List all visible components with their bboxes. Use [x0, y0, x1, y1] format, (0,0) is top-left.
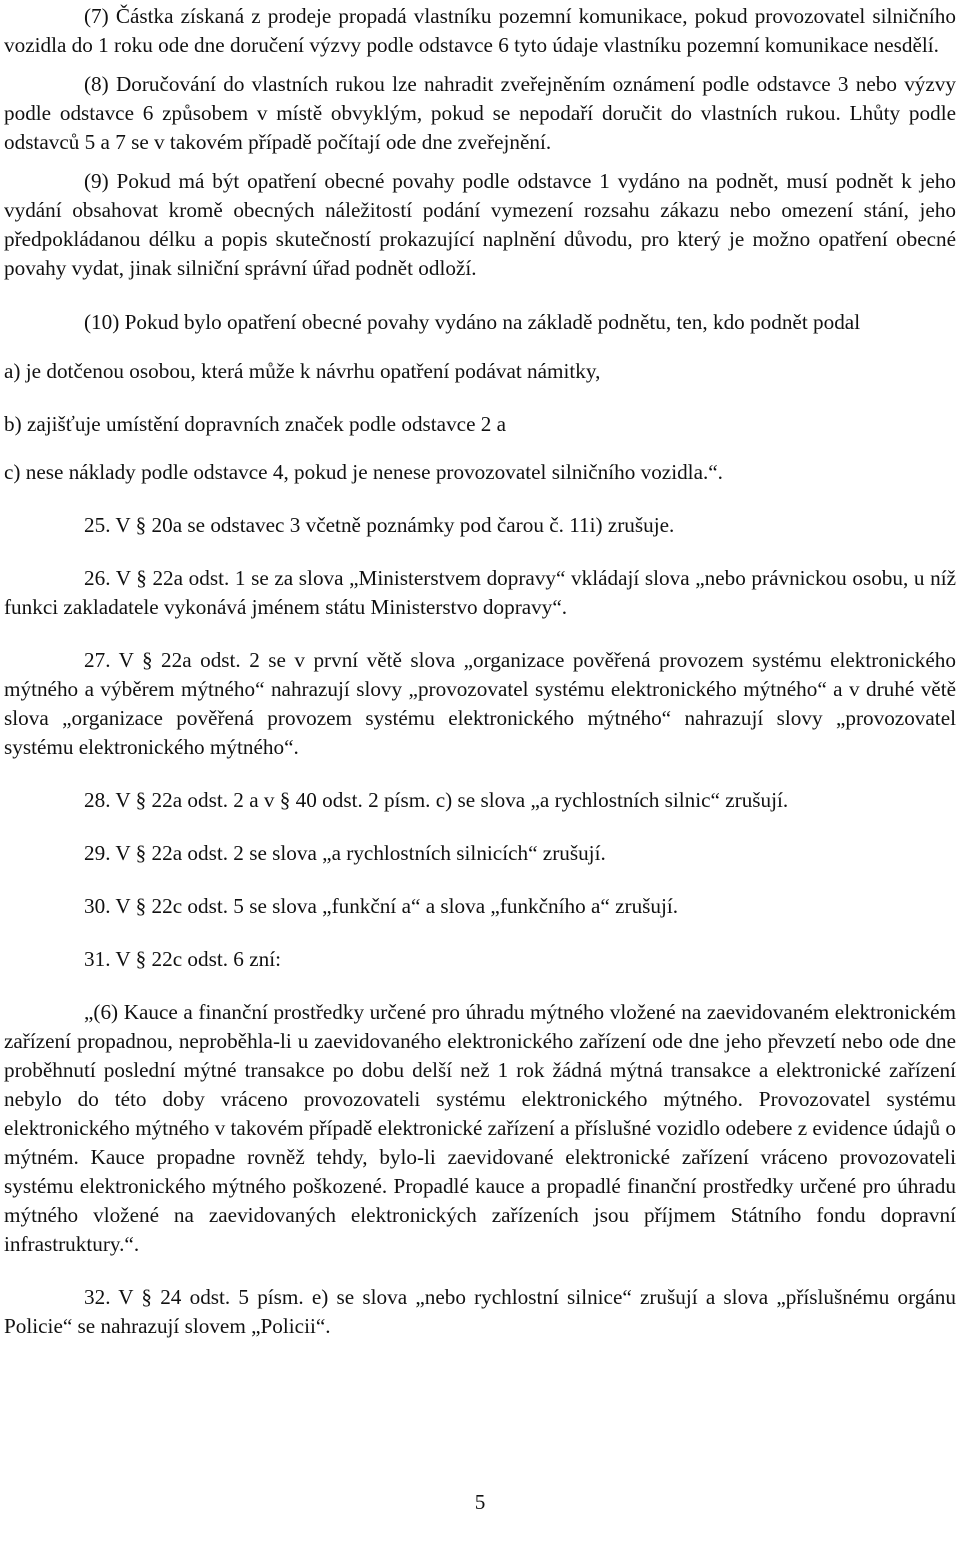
- point-31: 31. V § 22c odst. 6 zní:: [84, 947, 281, 971]
- paragraph-10-item-c: c) nese náklady podle odstavce 4, pokud je nenese provozovatel silničního vozidla.“.: [4, 460, 723, 484]
- paragraph-10-item-a: a) je dotčenou osobou, která může k návrhu opatření podávat námitky,: [4, 359, 601, 383]
- point-28: 28. V § 22a odst. 2 a v § 40 odst. 2 písm. c) se slova „a rychlostních silnic“ zrušují.: [84, 788, 789, 812]
- paragraph-8: (8) Doručování do vlastních rukou lze nahradit zveřejněním oznámení podle odstavce 3 nebo výzvy podle odstavce 6 způsobem v místě obvyklým, pokud se nepodaří doručit do vlastních rukou. Lhůty podle odstavců 5 a 7 se v takovém případě počítají ode dne zveřejnění.: [4, 72, 956, 154]
- point-31-quoted-text: „(6) Kauce a finanční prostředky určené pro úhradu mýtného vložené na zaevidovaném elektronickém zařízení propadnou, neproběhla-li u zaevidovaného elektronického zařízení ode dne jeho převzetí nebo ode dne proběhnutí poslední mýtné transakce po dobu delší než 1 rok žádná mýtná transakce a elektronické zařízení nebylo do této doby vráceno provozovateli systému elektronického mýtného. Provozovatel systému elektronického mýtného v takovém případě elektronické zařízení a příslušné vozidlo odebere z evidence údajů o mýtném. Kauce propadne rovněž tehdy, bylo-li zaevidované elektronické zařízení vráceno provozovateli systému elektronického mýtného poškozené. Propadlé kauce a propadlé finanční prostředky určené pro úhradu mýtného vložené na zaevidovaných elektronických zařízeních jsou příjmem Státního fondu dopravní infrastruktury.“.: [4, 1000, 956, 1256]
- point-29: 29. V § 22a odst. 2 se slova „a rychlostních silnicích“ zrušují.: [84, 841, 606, 865]
- paragraph-7: (7) Částka získaná z prodeje propadá vlastníku pozemní komunikace, pokud provozovatel silničního vozidla do 1 roku ode dne doručení výzvy podle odstavce 6 tyto údaje vlastníku pozemní komunikace nesdělí.: [4, 4, 956, 57]
- point-26: 26. V § 22a odst. 1 se za slova „Ministerstvem dopravy“ vkládají slova „nebo právnickou osobu, u níž funkci zakladatele vykonává jménem státu Ministerstvo dopravy“.: [4, 566, 956, 619]
- page-number: 5: [474, 1490, 486, 1514]
- paragraph-9: (9) Pokud má být opatření obecné povahy podle odstavce 1 vydáno na podnět, musí podnět k jeho vydání obsahovat kromě obecných náležitostí podání vymezení rozsahu zákazu nebo omezení stání, jeho předpokládanou délku a popis skutečností prokazující naplnění důvodu, pro který je možno opatření obecné povahy vydat, jinak silniční správní úřad podnět odloží.: [4, 169, 956, 280]
- point-25: 25. V § 20a se odstavec 3 včetně poznámky pod čarou č. 11i) zrušuje.: [84, 513, 675, 537]
- point-27: 27. V § 22a odst. 2 se v první větě slova „organizace pověřená provozem systému elektronického mýtného a výběrem mýtného“ nahrazují slovy „provozovatel systému elektronického mýtného“ a v druhé větě slova „organizace pověřená provozem systému elektronického mýtného“ nahrazují slovy „provozovatel systému elektronického mýtného“.: [4, 648, 956, 759]
- paragraph-10-item-b: b) zajišťuje umístění dopravních značek podle odstavce 2 a: [4, 412, 507, 436]
- point-30: 30. V § 22c odst. 5 se slova „funkční a“ a slova „funkčního a“ zrušují.: [84, 894, 679, 918]
- document-page: [4, 0, 956, 1341]
- point-32: 32. V § 24 odst. 5 písm. e) se slova „nebo rychlostní silnice“ zrušují a slova „příslušnému orgánu Policie“ se nahrazují slovem „Policii“.: [4, 1285, 956, 1338]
- paragraph-10: (10) Pokud bylo opatření obecné povahy vydáno na základě podnětu, ten, kdo podnět podal: [84, 310, 861, 334]
